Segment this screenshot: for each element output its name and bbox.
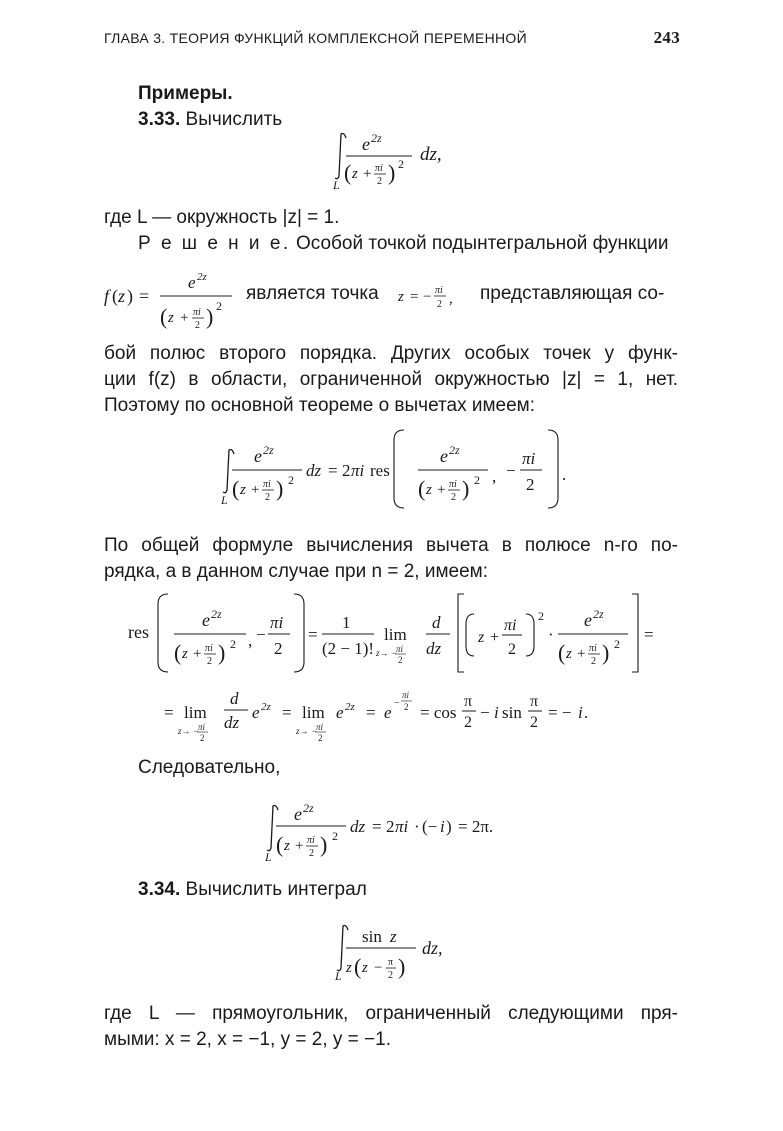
svg-text:2: 2 <box>288 473 294 487</box>
svg-text:=: = <box>328 461 338 480</box>
formula-svg <box>164 684 624 750</box>
svg-text:dz: dz <box>350 817 366 836</box>
svg-text:2: 2 <box>386 817 395 836</box>
svg-text:L: L <box>333 178 340 192</box>
svg-text:): ) <box>602 640 610 665</box>
svg-text:.: . <box>562 465 567 484</box>
svg-text:πi: πi <box>193 307 201 318</box>
svg-text:i: i <box>578 703 583 722</box>
formula-pole-point <box>398 278 468 319</box>
svg-text:(: ( <box>174 640 182 665</box>
svg-text:z: z <box>398 289 404 305</box>
svg-text:): ) <box>218 640 226 665</box>
svg-text:dz,: dz, <box>422 938 443 958</box>
svg-text:2: 2 <box>388 970 393 981</box>
svg-text:(−: (− <box>422 817 438 836</box>
svg-text:2: 2 <box>230 637 236 651</box>
formula-final-result <box>262 790 542 875</box>
svg-text:2: 2 <box>451 492 456 503</box>
svg-text:L: L <box>221 493 228 507</box>
svg-text:z: z <box>182 646 188 662</box>
svg-text:+: + <box>251 482 260 498</box>
formula-fz <box>104 262 224 345</box>
svg-text:2z: 2z <box>345 701 355 713</box>
svg-text:−: − <box>480 703 490 722</box>
svg-text:e: e <box>336 703 344 722</box>
svg-text:= −: = − <box>548 703 572 722</box>
svg-text:π: π <box>464 693 473 710</box>
svg-text:z→ −: z→ − <box>376 648 397 658</box>
svg-text:−: − <box>256 625 266 644</box>
example-task: Вычислить <box>185 109 283 130</box>
svg-text:2: 2 <box>526 475 535 494</box>
svg-text:2: 2 <box>398 157 404 171</box>
svg-text:πi: πi <box>375 163 383 174</box>
svg-text:= 2π.: = 2π. <box>458 817 494 836</box>
svg-text:e: e <box>384 703 392 722</box>
svg-text:2z: 2z <box>197 271 207 283</box>
svg-text:(: ( <box>558 640 566 665</box>
svg-text:sin: sin <box>362 927 382 946</box>
svg-text:z: z <box>240 482 246 498</box>
svg-text:·: · <box>414 817 420 836</box>
svg-text:πi: πi <box>263 479 271 490</box>
svg-text:f: f <box>104 286 110 306</box>
consequently-text: Следовательно, <box>138 757 281 778</box>
svg-text:): ) <box>388 160 396 185</box>
svg-text:2: 2 <box>216 299 222 313</box>
svg-text:e: e <box>362 134 370 154</box>
svg-text:2: 2 <box>318 733 323 743</box>
svg-text:z: z <box>390 927 397 946</box>
svg-text:2: 2 <box>614 637 620 651</box>
svg-text:2: 2 <box>342 461 351 480</box>
svg-text:+: + <box>363 166 372 182</box>
svg-text:z: z <box>426 482 432 498</box>
svg-text:lim: lim <box>184 703 207 722</box>
svg-text:πi: πi <box>522 449 536 468</box>
svg-text:e: e <box>584 610 592 630</box>
svg-text:π: π <box>388 957 394 968</box>
svg-text:=: = <box>410 289 419 305</box>
example-task: Вычислить интеграл <box>185 879 367 900</box>
svg-text:d: d <box>432 613 441 632</box>
svg-text:πi: πi <box>198 722 206 732</box>
svg-text:(: ( <box>276 832 284 857</box>
svg-text:L: L <box>335 969 342 983</box>
svg-text:sin: sin <box>502 703 522 722</box>
formula-svg <box>398 278 468 314</box>
svg-text:= cos: = cos <box>420 703 457 722</box>
svg-text:d: d <box>230 689 239 708</box>
svg-text:2z: 2z <box>261 701 271 713</box>
svg-text:(: ( <box>418 476 426 501</box>
svg-text:πi: πi <box>395 817 409 836</box>
svg-text:2: 2 <box>464 714 472 731</box>
svg-text:πi: πi <box>396 644 404 654</box>
theorem-line: Поэтому по основной теореме о вычетах имеем: <box>104 395 535 416</box>
where-line-3-34-1: где L — прямоугольник, ограниченный следующими пря- <box>104 1003 678 1024</box>
svg-text:e: e <box>188 273 196 292</box>
svg-text:−: − <box>374 960 383 976</box>
svg-text:πi: πi <box>351 461 365 480</box>
svg-text:e: e <box>252 703 260 722</box>
svg-text:z: z <box>478 629 485 646</box>
svg-text:dz: dz <box>224 713 240 732</box>
svg-text:2z: 2z <box>303 801 314 815</box>
page-number: 243 <box>653 28 680 47</box>
examples-heading: Примеры. <box>138 83 233 104</box>
svg-text:=: = <box>139 286 150 306</box>
svg-text:πi: πi <box>402 690 410 700</box>
svg-text:2: 2 <box>398 655 403 665</box>
svg-text:): ) <box>276 476 284 501</box>
svg-text:2: 2 <box>530 714 538 731</box>
running-header <box>100 28 680 52</box>
svg-text:): ) <box>320 832 328 857</box>
formula-svg <box>218 424 578 516</box>
chapter-title: ГЛАВА 3. ТЕОРИЯ ФУНКЦИЙ КОМПЛЕКСНОЙ ПЕРЕМЕННОЙ <box>104 30 527 46</box>
svg-text:=: = <box>372 817 382 836</box>
svg-text:): ) <box>446 817 452 836</box>
svg-text:πi: πi <box>270 613 284 632</box>
svg-text:lim: lim <box>384 625 407 644</box>
svg-text:2: 2 <box>538 609 544 623</box>
svg-text:2z: 2z <box>211 607 222 621</box>
svg-text:2: 2 <box>265 492 270 503</box>
svg-text:2z: 2z <box>371 131 382 145</box>
svg-text:dz: dz <box>306 461 322 480</box>
svg-text:z→ −: z→ − <box>296 726 317 736</box>
svg-text:(2 − 1)!: (2 − 1)! <box>322 639 375 658</box>
svg-text:2: 2 <box>207 656 212 667</box>
svg-text:): ) <box>206 304 214 329</box>
solution-line <box>138 232 668 256</box>
svg-text:,: , <box>449 291 453 307</box>
svg-text:=: = <box>164 703 174 722</box>
formula-svg <box>332 914 462 988</box>
svg-text:,: , <box>248 631 253 650</box>
formula-limit-result <box>164 684 624 755</box>
svg-text:): ) <box>398 954 406 979</box>
svg-text:z→ −: z→ − <box>178 726 199 736</box>
svg-text:=: = <box>644 625 654 644</box>
svg-text:z: z <box>118 286 126 306</box>
svg-text:(: ( <box>354 954 362 979</box>
svg-text:dz: dz <box>426 639 442 658</box>
svg-text:(: ( <box>160 304 168 329</box>
svg-text:z: z <box>566 646 572 662</box>
svg-text:i: i <box>440 817 445 836</box>
svg-text:2: 2 <box>437 299 442 310</box>
svg-text:z: z <box>362 960 368 976</box>
svg-text:+: + <box>180 310 189 326</box>
svg-text:+: + <box>295 838 304 854</box>
svg-text:+: + <box>577 646 586 662</box>
example-number: 3.33. <box>138 109 181 130</box>
svg-text:e: e <box>254 446 262 466</box>
svg-text:πi: πi <box>316 722 324 732</box>
svg-text:2: 2 <box>274 639 283 658</box>
formula-svg <box>128 590 658 682</box>
svg-text:πi: πi <box>504 617 517 634</box>
svg-text:π: π <box>530 693 539 710</box>
svg-text:): ) <box>462 476 470 501</box>
svg-text:+: + <box>437 482 446 498</box>
svg-text:L: L <box>265 850 272 864</box>
svg-text:2: 2 <box>309 848 314 859</box>
formula-residue-theorem <box>218 424 578 521</box>
svg-text:2z: 2z <box>263 443 274 457</box>
example-3-34-statement <box>138 878 367 902</box>
general-formula-line-1: По общей формуле вычисления вычета в полюсе n-го по- <box>104 535 678 556</box>
svg-text:πi: πi <box>589 643 597 654</box>
where-line-3-33: где L — окружность |z| = 1. <box>104 207 340 228</box>
svg-text:res: res <box>128 622 149 642</box>
svg-text:dz,: dz, <box>420 144 442 165</box>
svg-text:2: 2 <box>404 702 409 712</box>
svg-text:2z: 2z <box>449 443 460 457</box>
svg-text:(: ( <box>344 160 352 185</box>
svg-text:−: − <box>423 289 432 305</box>
svg-text:): ) <box>127 286 133 306</box>
svg-text:2: 2 <box>195 320 200 331</box>
representing-text: представляющая со- <box>480 283 665 304</box>
svg-text:2: 2 <box>332 829 338 843</box>
formula-integral-3-33 <box>330 118 460 203</box>
svg-text:2z: 2z <box>593 607 604 621</box>
svg-text:=: = <box>366 703 376 722</box>
svg-text:2: 2 <box>377 176 382 187</box>
svg-text:e: e <box>440 446 448 466</box>
svg-text:2: 2 <box>474 473 480 487</box>
svg-text:πi: πi <box>435 285 443 296</box>
svg-text:πi: πi <box>205 643 213 654</box>
svg-text:(: ( <box>112 286 118 306</box>
where-line-3-34-2: мыми: x = 2, x = −1, y = 2, y = −1. <box>104 1029 391 1050</box>
solution-text: Особой точкой подынтегральной функции <box>295 233 669 254</box>
svg-text:e: e <box>202 610 210 630</box>
svg-text:πi: πi <box>449 479 457 490</box>
svg-text:(: ( <box>232 476 240 501</box>
svg-text:=: = <box>308 625 318 644</box>
example-3-33-statement <box>138 108 282 132</box>
svg-text:+: + <box>193 646 202 662</box>
svg-text:i: i <box>494 703 499 722</box>
is-point-text: является точка <box>246 283 379 304</box>
solution-label: Р е ш е н и е. <box>138 233 291 254</box>
svg-text:·: · <box>548 625 554 644</box>
formula-residue-computation <box>128 590 658 687</box>
svg-text:1: 1 <box>342 613 351 632</box>
formula-svg <box>330 118 460 198</box>
svg-text:lim: lim <box>302 703 325 722</box>
formula-svg <box>104 262 224 340</box>
formula-integral-3-34 <box>332 914 462 993</box>
svg-text:z: z <box>284 838 290 854</box>
svg-text:−: − <box>506 461 516 480</box>
svg-text:2: 2 <box>591 656 596 667</box>
svg-text:e: e <box>294 804 302 824</box>
svg-text:πi: πi <box>307 835 315 846</box>
formula-svg <box>262 790 542 870</box>
svg-text:2: 2 <box>200 733 205 743</box>
svg-text:res: res <box>370 461 390 480</box>
pole-line-2: ции f(z) в области, ограниченной окружностью |z| = 1, нет. <box>104 369 678 390</box>
svg-text:z: z <box>168 310 174 326</box>
example-number: 3.34. <box>138 879 181 900</box>
svg-text:z: z <box>346 960 352 976</box>
svg-text:.: . <box>584 703 589 722</box>
svg-text:+: + <box>490 629 500 646</box>
svg-text:,: , <box>492 467 497 486</box>
pole-line-1: бой полюс второго порядка. Других особых точек у функ- <box>104 343 678 364</box>
svg-text:−: − <box>394 698 400 709</box>
general-formula-line-2: рядка, а в данном случае при n = 2, имеем: <box>104 561 488 582</box>
svg-text:z: z <box>352 166 358 182</box>
svg-text:2: 2 <box>508 641 516 658</box>
svg-text:=: = <box>282 703 292 722</box>
